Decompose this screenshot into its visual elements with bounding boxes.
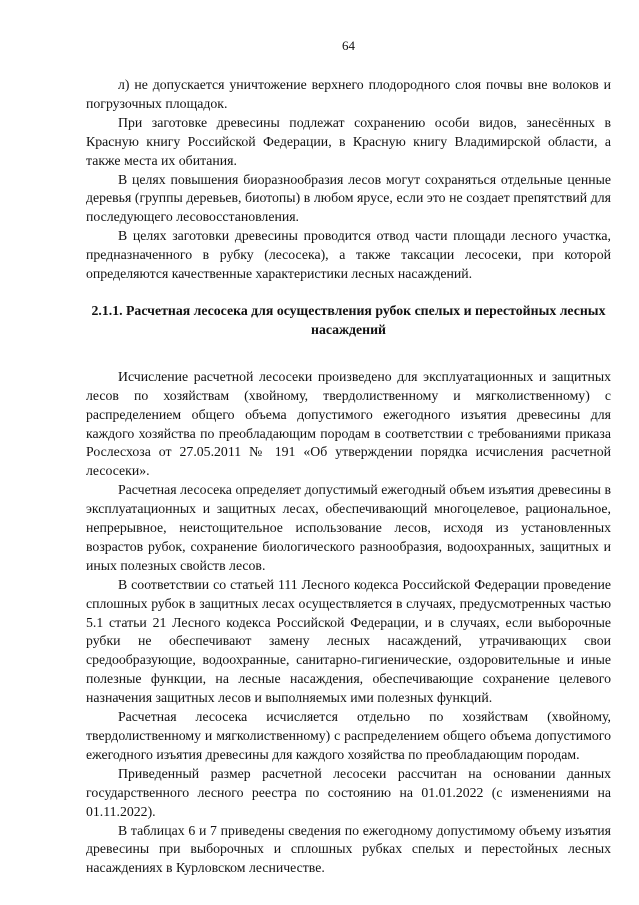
paragraph-calculation: Исчисление расчетной лесосеки произведено для эксплуатационных и защитных лесов по хозяйствам (хвойному, твердолиственному и мягколиственному) с распределением общего объема допустимого ежегодного изъятия древесины для каждого хозяйства по преобладающим породам в соответствии с требованиями приказа Рослесхоза от 27.05.2011 № 191 «Об утверждении порядка исчисления расчетной лесосеки». — [86, 368, 611, 479]
paragraph-definition: Расчетная лесосека определяет допустимый ежегодный объем изъятия древесины в эксплуатационных и защитных лесах, обеспечивающий многоцелевое, рациональное, непрерывное, неистощительное использование лесов, исходя из установленных возрастов рубок, сохранение биологического разнообразия, водоохранных, защитных и иных полезных свойств лесов. — [86, 482, 611, 573]
section-heading: 2.1.1. Расчетная лесосека для осуществления рубок спелых и перестойных лесных насаждений — [91, 302, 606, 337]
page-number: 64 — [342, 38, 355, 53]
paragraph-by-economy: Расчетная лесосека исчисляется отдельно по хозяйствам (хвойному, твердолиственному и мягколиственному) с распределением общего объема допустимого ежегодного изъятия древесины для каждого хозяйства по преобладающим породам. — [86, 709, 611, 762]
paragraph-topsoil: л) не допускается уничтожение верхнего плодородного слоя почвы вне волоков и погрузочных площадок. — [86, 77, 611, 111]
paragraph-registry: Приведенный размер расчетной лесосеки рассчитан на основании данных государственного лесного реестра по состоянию на 01.01.2022 (с изменениями на 01.11.2022). — [86, 765, 611, 819]
paragraph-tables: В таблицах 6 и 7 приведены сведения по ежегодному допустимому объему изъятия древесины при выборочных и сплошных рубках спелых и перестойных лесных насаждениях в Курловском лесничестве. — [86, 822, 611, 876]
paragraph-forest-code: В соответствии со статьей 111 Лесного кодекса Российской Федерации проведение сплошных рубок в защитных лесах осуществляется в случаях, предусмотренных частью 5.1 статьи 21 Лесного кодекса Российской Федерации, и в случаях, если выборочные рубки не обеспечивают замену лесных насаждений, утрачивающих свои средообразующие, водоохранные, санитарно-гигиенические, оздоровительные и иные полезные функции, на лесные насаждения, обеспечивающие сохранение целевого назначения защитных лесов и выполняемых ими полезных функций. — [86, 576, 611, 706]
paragraph-red-book: При заготовке древесины подлежат сохранению особи видов, занесённых в Красную книгу Российской Федерации, в Красную книгу Владимирской области, а также места их обитания. — [86, 114, 611, 168]
paragraph-allotment: В целях заготовки древесины проводится отвод части площади лесного участка, предназначенного в рубку (лесосека), а также таксации лесосеки, при которой определяются качественные характеристики лесных насаждений. — [86, 228, 611, 282]
paragraph-biodiversity: В целях повышения биоразнообразия лесов могут сохраняться отдельные ценные деревья (группы деревьев, биотопы) в любом ярусе, если это не создает препятствий для последующего лесовосстановления. — [86, 171, 611, 225]
